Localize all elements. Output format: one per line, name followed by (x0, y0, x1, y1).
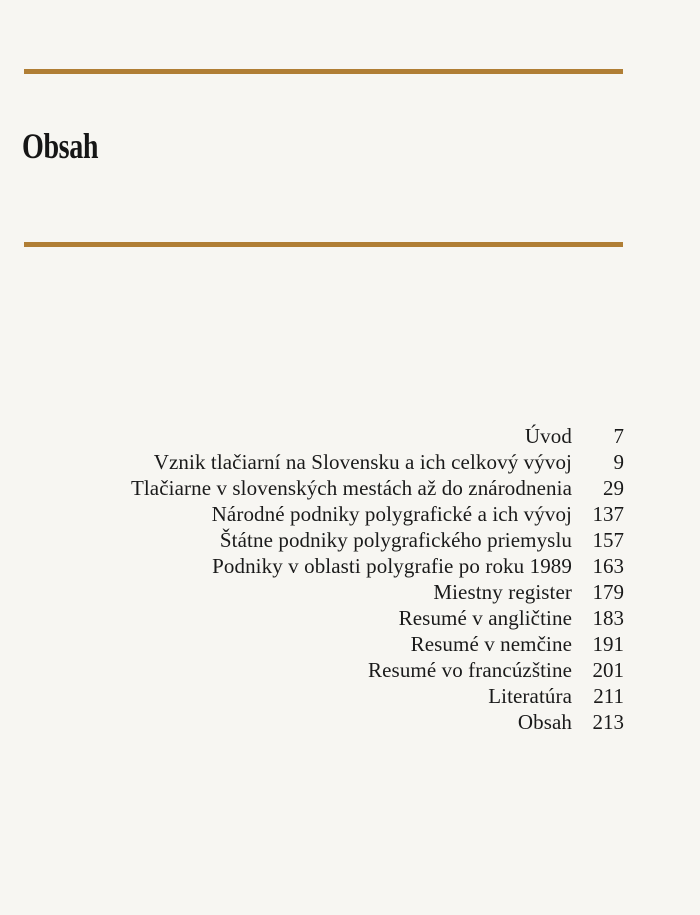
toc-entry-title: Literatúra (488, 684, 572, 708)
toc-entry-page: 157 (592, 528, 624, 552)
page-title: Obsah (22, 126, 99, 166)
toc-entry-page: 211 (593, 684, 624, 708)
toc-entry-title: Resumé v nemčine (410, 632, 572, 656)
toc-entry-title: Tlačiarne v slovenských mestách až do znárodnenia (130, 476, 572, 500)
toc-entry[interactable] (131, 501, 624, 527)
toc-entry-title: Resumé vo francúzštine (368, 658, 572, 682)
toc-entry-page: 179 (592, 580, 624, 604)
toc-entry[interactable] (131, 423, 624, 449)
toc-entry-page: 29 (603, 476, 624, 500)
toc-entry[interactable] (131, 579, 624, 605)
toc-entry-page: 163 (592, 554, 624, 578)
toc-entry-title: Národné podniky polygrafické a ich vývoj (211, 502, 572, 526)
toc-entry-title: Úvod (524, 424, 572, 448)
toc-entry-title: Štátne podniky polygrafického priemyslu (219, 528, 572, 552)
toc-entry[interactable] (131, 605, 624, 631)
bottom-divider-rule (24, 242, 623, 247)
top-divider-rule (24, 69, 623, 74)
toc-entry[interactable] (131, 449, 624, 475)
table-of-contents (131, 423, 624, 735)
toc-entry-page: 201 (592, 658, 624, 682)
toc-entry[interactable] (131, 657, 624, 683)
toc-entry-page: 191 (592, 632, 624, 656)
toc-entry[interactable] (131, 631, 624, 657)
toc-entry-title: Obsah (517, 710, 572, 734)
toc-entry-page: 213 (592, 710, 624, 734)
toc-entry-page: 9 (613, 450, 624, 474)
toc-entry-title: Miestny register (433, 580, 572, 604)
toc-entry[interactable] (131, 475, 624, 501)
toc-entry-page: 137 (592, 502, 624, 526)
toc-entry[interactable] (131, 709, 624, 735)
toc-entry-page: 7 (613, 424, 624, 448)
toc-entry-title: Podniky v oblasti polygrafie po roku 1989 (212, 554, 572, 578)
toc-entry[interactable] (131, 683, 624, 709)
toc-entry-page: 183 (592, 606, 624, 630)
toc-entry-title: Vznik tlačiarní na Slovensku a ich celkový vývoj (153, 450, 572, 474)
toc-entry[interactable] (131, 527, 624, 553)
toc-entry[interactable] (131, 553, 624, 579)
toc-entry-title: Resumé v angličtine (398, 606, 572, 630)
